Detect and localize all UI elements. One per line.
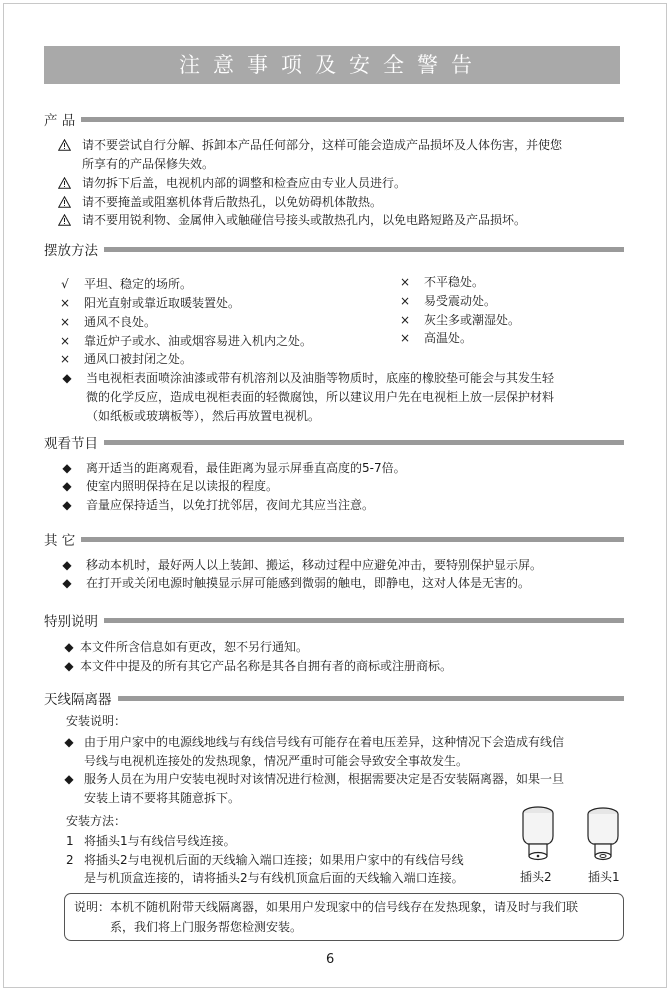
product-warning-4: 请不要用锐利物、金属伸入或触碰信号接头或散热孔内，以免电路短路及产品损坏。 — [82, 213, 527, 227]
section-title: 摆放方法 — [44, 243, 98, 259]
notice-line-1: 说明：本机不随机附带天线隔离器，如果用户发现家中的信号线存在发热现象，请及时与我们联 — [74, 900, 579, 914]
placement-avoid-7: 灰尘多或潮湿处。 — [424, 313, 521, 327]
product-warning-2: 请勿拆下后盖，电视机内部的调整和检查应由专业人员进行。 — [82, 176, 407, 190]
install-step-1: 将插头1与有线信号线连接。 — [84, 834, 236, 848]
antenna-note-2-line-2: 安装上请不要将其随意拆下。 — [84, 791, 241, 805]
step-number: 1 — [66, 834, 74, 848]
diamond-bullet-icon: ◆ — [62, 498, 72, 512]
cross-icon: × — [399, 275, 411, 289]
antenna-note-1-line-1: 由于用户家中的电源线地线与有线信号线有可能存在着电压差异，这种情况下会造成有线信 — [84, 735, 565, 749]
warning-icon — [58, 211, 74, 230]
diamond-bullet-icon: ◆ — [64, 659, 74, 673]
page-number: 6 — [326, 952, 335, 967]
section-other-header — [44, 530, 624, 548]
placement-avoid-8: 高温处。 — [424, 331, 473, 345]
section-title: 天线隔离器 — [44, 692, 112, 708]
install-note-title: 安装说明： — [66, 714, 127, 728]
placement-ok-1: 平坦、稳定的场所。 — [84, 277, 193, 291]
notice-line-2: 系，我们将上门服务帮您检测安装。 — [110, 920, 303, 934]
warning-icon — [58, 136, 74, 155]
special-note-1: 本文件所含信息如有更改，恕不另行通知。 — [80, 640, 309, 654]
diamond-bullet-icon: ◆ — [64, 640, 74, 654]
cross-icon: × — [399, 294, 411, 308]
diamond-bullet-icon: ◆ — [62, 461, 72, 475]
page-title-banner: 注意事项及安全警告 — [44, 46, 620, 84]
diamond-bullet-icon: ◆ — [64, 772, 74, 786]
section-rule — [104, 247, 624, 252]
other-tip-2: 在打开或关闭电源时触摸显示屏可能感到微弱的触电，即静电，这对人体是无害的。 — [86, 576, 531, 590]
special-note-2: 本文件中提及的所有其它产品名称是其各自拥有者的商标或注册商标。 — [80, 659, 453, 673]
cross-icon: × — [59, 334, 71, 348]
cross-icon: × — [59, 352, 71, 366]
section-title: 特别说明 — [44, 614, 98, 630]
section-rule — [104, 440, 624, 445]
diamond-bullet-icon: ◆ — [62, 558, 72, 572]
antenna-note-2-line-1: 服务人员在为用户安装电视时对该情况进行检测，根据需要决定是否安装隔离器，如果一旦 — [84, 772, 565, 786]
cross-icon: × — [399, 331, 411, 345]
section-antenna-header — [44, 689, 624, 707]
check-icon: √ — [61, 277, 69, 291]
placement-avoid-1: 阳光直射或靠近取暖装置处。 — [84, 296, 241, 310]
cross-icon: × — [59, 296, 71, 310]
placement-note-line-3: （如纸板或玻璃板等），然后再放置电视机。 — [86, 409, 321, 423]
warning-icon — [58, 174, 74, 193]
plug-2-illustration — [518, 804, 558, 866]
diamond-bullet-icon: ◆ — [64, 735, 74, 749]
section-special-header — [44, 611, 624, 629]
placement-avoid-5: 不平稳处。 — [424, 275, 485, 289]
product-warning-3: 请不要掩盖或阻塞机体背后散热孔，以免妨碍机体散热。 — [82, 195, 383, 209]
diamond-bullet-icon: ◆ — [62, 479, 72, 493]
placement-avoid-6: 易受震动处。 — [424, 294, 497, 308]
section-viewing-header — [44, 433, 624, 451]
section-rule — [81, 117, 624, 122]
viewing-tip-2: 使室内照明保持在足以读报的程度。 — [86, 479, 279, 493]
section-placement-header — [44, 240, 624, 258]
viewing-tip-1: 离开适当的距离观看，最佳距离为显示屏垂直高度的5-7倍。 — [86, 461, 406, 475]
placement-avoid-2: 通风不良处。 — [84, 315, 157, 329]
viewing-tip-3: 音量应保持适当，以免打扰邻居，夜间尤其应当注意。 — [86, 498, 375, 512]
section-rule — [118, 696, 625, 701]
antenna-note-1-line-2: 号线与电视机连接处的发热现象，情况严重时可能会导致安全事故发生。 — [84, 754, 469, 768]
section-product-header — [44, 110, 624, 128]
section-title: 观看节目 — [44, 436, 98, 452]
cross-icon: × — [59, 315, 71, 329]
section-title: 产 品 — [44, 113, 76, 129]
warning-icon — [58, 193, 74, 212]
step-number: 2 — [66, 853, 74, 867]
placement-note-line-1: 当电视柜表面喷涂油漆或带有机溶剂以及油脂等物质时，底座的橡胶垫可能会与其发生轻 — [86, 371, 555, 385]
product-warning-1: 请不要尝试自行分解、拆卸本产品任何部分，这样可能会造成产品损坏及人体伤害，并使您 — [82, 138, 563, 152]
product-warning-1-cont: 所享有的产品保修失效。 — [82, 157, 215, 171]
placement-avoid-4: 通风口被封闭之处。 — [84, 352, 193, 366]
plug-2-label: 插头2 — [520, 870, 552, 884]
install-method-title: 安装方法： — [66, 814, 127, 828]
install-step-2-line-2: 是与机顶盒连接的，请将插头2与有线机顶盒后面的天线输入端口连接。 — [84, 871, 464, 885]
plug-1-illustration — [583, 806, 623, 866]
section-title: 其 它 — [44, 533, 76, 549]
section-rule — [104, 618, 624, 623]
placement-avoid-3: 靠近炉子或水、油或烟容易进入机内之处。 — [84, 334, 313, 348]
diamond-bullet-icon: ◆ — [62, 371, 72, 385]
section-rule — [81, 537, 624, 542]
plug-1-label: 插头1 — [588, 870, 620, 884]
placement-note-line-2: 微的化学反应，造成电视柜表面的轻微腐蚀，所以建议用户先在电视柜上放一层保护材料 — [86, 390, 555, 404]
diamond-bullet-icon: ◆ — [62, 576, 72, 590]
install-step-2-line-1: 将插头2与电视机后面的天线输入端口连接；如果用户家中的有线信号线 — [84, 853, 464, 867]
other-tip-1: 移动本机时，最好两人以上装卸、搬运，移动过程中应避免冲击，要特别保护显示屏。 — [86, 558, 543, 572]
cross-icon: × — [399, 313, 411, 327]
